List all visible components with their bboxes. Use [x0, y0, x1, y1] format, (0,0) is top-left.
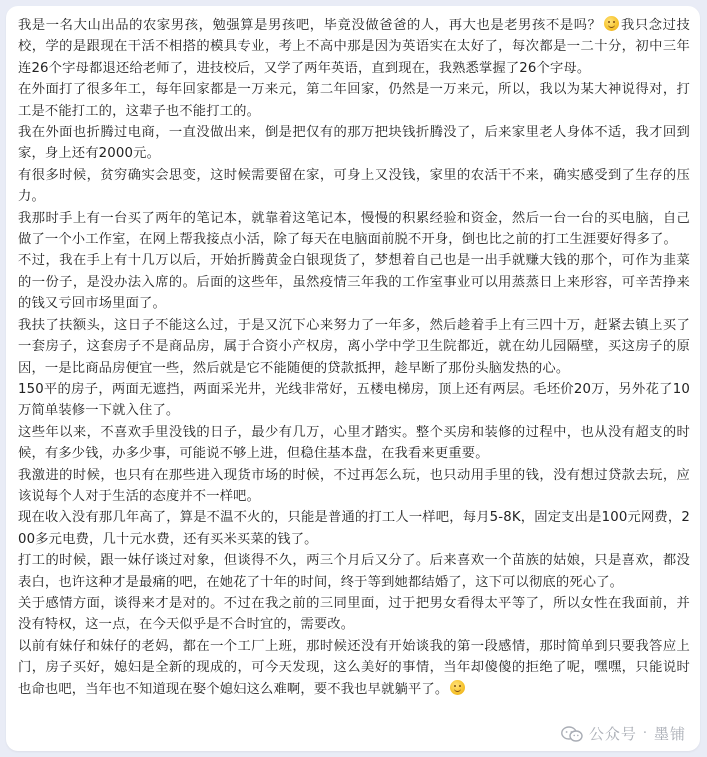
paragraph-text: 以前有妹仔和妹仔的老妈，都在一个工厂上班，那时候还没有开始谈我的第一段感情，那时简单到只要我答应上门，房子买好，媳妇是全新的现成的，可今天发现，这么美好的事情，当年却傻傻的拒绝了呢，嘿嘿，只能说时也命也吧，当年也不知道现在娶个媳妇这么难啊，要不我也早就躺平了。 — [18, 638, 690, 697]
smiling-face-emoji-icon — [604, 16, 619, 31]
paragraph: 我在外面也折腾过电商，一直没做出来，倒是把仅有的那万把块钱折腾没了，后来家里老人身体不适，我才回到家，身上还有2000元。 — [18, 125, 690, 162]
watermark-account-name: 墨铺 — [653, 725, 686, 743]
wechat-logo-icon — [561, 726, 583, 742]
paragraph: 打工的时候，跟一妹仔谈过对象，但谈得不久，两三个月后又分了。后来喜欢一个苗族的姑娘，只是喜欢，都没表白，也许这种才是最痛的吧，在她花了十年的时间，终于等到她都结婚了，这下可以彻底的死心了。 — [18, 553, 690, 590]
paragraph-text: 我只念过技校，学的是跟现在干活不相搭的模具专业，考上不高中那是因为英语实在太好了，每次都是一二十分，初中三年连26个字母都退还给老师了，进技校后，又学了两年英语，直到现在，我熟悉掌握了26个字母。 — [18, 18, 690, 76]
watermark-separator: · — [642, 726, 648, 741]
paragraph: 不过，我在手上有十几万以后，开始折腾黄金白银现货了，梦想着自己也是一出手就赚大钱的那个，可作为韭菜的一份子，是没办法入席的。后面的这些年，虽然疫情三年我的工作室事业可以用蒸蒸日上来形容，可辛苦挣来的钱又亏回市场里面了。 — [18, 253, 690, 312]
article-card — [6, 6, 700, 751]
paragraph: 我激进的时候，也只有在那些进入现货市场的时候，不过再怎么玩，也只动用手里的钱，没有想过贷款去玩，应该说每个人对于生活的态度并不一样吧。 — [18, 467, 690, 504]
paragraph: 在外面打了很多年工，每年回家都是一万来元，第二年回家，仍然是一万来元，所以，我以为某大神说得对，打工是不能打工的，这辈子也不能打工的。 — [18, 82, 690, 119]
paragraph: 关于感情方面，谈得来才是对的。不过在我之前的三同里面，过于把男女看得太平等了，所以女性在我面前，并没有特权，这一点，在今天似乎是不合时宜的，需要改。 — [18, 595, 690, 633]
paragraph: 有很多时候，贫穷确实会思变，这时候需要留在家，可身上又没钱，家里的农活干不来，确实感受到了生存的压力。 — [18, 167, 690, 205]
paragraph: 我扶了扶额头，这日子不能这么过，于是又沉下心来努力了一年多，然后趁着手上有三四十万，赶紧去镇上买了一套房子，这套房子不是商品房，属于合资小产权房，离小学中学卫生院都近，就在幼儿园隔壁，买这房子的原因，一是比商品房便宜一些，然后就是它不能随便的贷款抵押，趁早断了那份头脑发热的心。 — [18, 317, 690, 376]
paragraph: 现在收入没有那几年高了，算是不温不火的，只能是普通的打工人一样吧，每月5-8K，固定支出是100元网费，200多元电费，几十元水费，还有买米买菜的钱了。 — [18, 510, 690, 547]
watermark — [561, 723, 686, 744]
article-body — [18, 15, 690, 700]
paragraph: 我那时手上有一台买了两年的笔记本，就靠着这笔记本，慢慢的积累经验和资金，然后一台一台的买电脑，自己做了一个小工作室，在网上帮我接点小活，除了每天在电脑面前脱不开身，倒也比之前的打工生涯要好得多了。 — [18, 210, 690, 248]
paragraph-text: 我是一名大山出品的农家男孩，勉强算是男孩吧，毕竟没做爸爸的人，再大也是老男孩不是吗？ — [18, 18, 602, 33]
paragraph: 这些年以来，不喜欢手里没钱的日子，最少有几万，心里才踏实。整个买房和装修的过程中，也从没有超支的时候，有多少钱，办多少事，可能说不够上进，但稳住基本盘，在我看来更重要。 — [18, 424, 690, 462]
watermark-label: 公众号 — [588, 725, 637, 743]
paragraph — [18, 636, 690, 700]
paragraph — [18, 15, 690, 79]
paragraph: 150平的房子，两面无遮挡，两面采光井，光线非常好，五楼电梯房，顶上还有两层。毛坯价20万，另外花了10万简单装修一下就入住了。 — [18, 381, 690, 419]
grinning-face-emoji-icon — [450, 680, 465, 695]
